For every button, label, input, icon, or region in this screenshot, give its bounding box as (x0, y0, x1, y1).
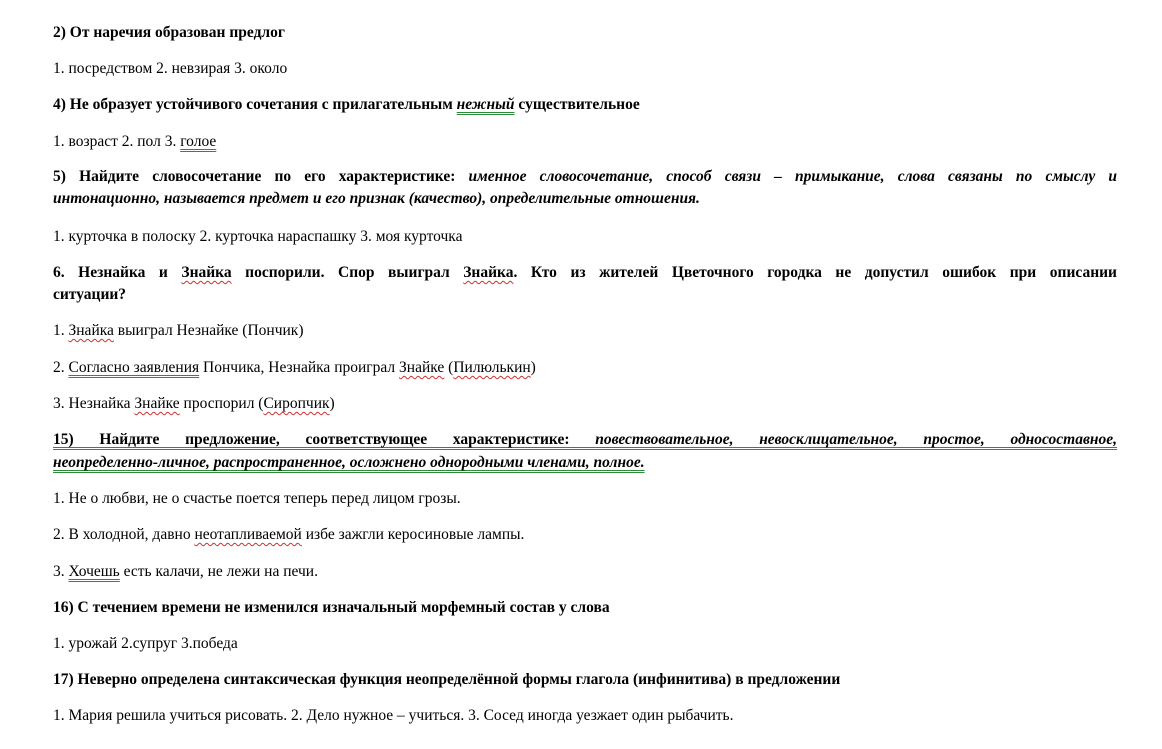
option-word: Хочешь (68, 563, 120, 580)
option-part: 3. Незнайка (53, 395, 135, 412)
question-4-title-part: существительное (514, 96, 640, 113)
question-5-options: 1. курточка в полоску 2. курточка нараспашку 3. моя курточка (53, 228, 463, 245)
option-word: Согласно заявления (68, 359, 200, 376)
option-part: ) (530, 359, 536, 376)
question-15-option-2 (53, 524, 524, 546)
question-6-title-line-1 (53, 262, 1117, 284)
option-word: неотапливаемой (194, 526, 302, 543)
question-4-title-part: 4) Не образует устойчивого сочетания с прилагательным (53, 96, 457, 113)
question-15-option-1: 1. Не о любви, не о счастье поется теперь перед лицом грозы. (53, 490, 461, 507)
question-6-word: Знайка (463, 264, 514, 281)
question-5-characteristic: именное словосочетание, способ связи – примыкание, слова связаны по смыслу и (468, 168, 1117, 185)
option-part: ( (444, 359, 454, 376)
option-word: Знайке (399, 359, 445, 376)
question-15-title-line-1 (53, 429, 1117, 451)
question-6-title-line-2: ситуации? (53, 286, 127, 303)
question-17-options: 1. Мария решила учиться рисовать. 2. Дело нужное – учиться. 3. Сосед иногда уезжает один рыбачить. (53, 707, 734, 724)
option-part: проспорил ( (179, 395, 264, 412)
option-part: есть калачи, не лежи на печи. (119, 563, 318, 580)
question-15-option-3 (53, 561, 318, 583)
question-5-title-line-2: интонационно, называется предмет и его признак (качество), определительные отношения. (53, 190, 700, 207)
question-16-options: 1. урожай 2.супруг 3.победа (53, 635, 238, 652)
question-4-options-part: 1. возраст 2. пол 3. (53, 133, 181, 150)
question-4-title (53, 94, 640, 116)
option-part: ) (329, 395, 335, 412)
question-6-word: Знайка (181, 264, 232, 281)
option-part: 2. (53, 359, 69, 376)
option-part: выиграл Незнайке (Пончик) (113, 322, 304, 339)
question-6-title-part: поспорили. Спор выиграл (231, 264, 464, 281)
option-word: Знайке (134, 395, 180, 412)
question-16-title: 16) С течением времени не изменился изначальный морфемный состав у слова (53, 599, 610, 616)
question-6-option-1 (53, 320, 304, 342)
question-4-keyword: нежный (456, 96, 515, 113)
question-6-title-part: 6. Незнайка и (53, 264, 182, 281)
question-4-options (53, 131, 216, 153)
question-4-option-word: голое (180, 133, 217, 150)
question-2-title: 2) От наречия образован предлог (53, 24, 285, 41)
option-part: избе зажгли керосиновые лампы. (301, 526, 525, 543)
option-part: 3. (53, 563, 69, 580)
question-5-title-part: 5) Найдите словосочетание по его характеристике: (53, 168, 469, 185)
question-17-title: 17) Неверно определена синтаксическая функция неопределённой формы глагола (инфинитива) в предложении (53, 671, 841, 688)
question-15-title-line-2: неопределенно-личное, распространенное, осложнено однородными членами, полное. (53, 454, 645, 471)
question-6-title-part: . Кто из жителей Цветочного городка не допустил ошибок при описании (513, 264, 1117, 281)
option-word: Сиропчик (263, 395, 330, 412)
question-15-title-part: 15) Найдите предложение, соответствующее характеристике: (53, 431, 596, 448)
question-6-option-3 (53, 393, 335, 415)
option-part: Пончика, Незнайка проиграл (199, 359, 400, 376)
question-6-option-2 (53, 357, 536, 379)
option-part: 2. В холодной, давно (53, 526, 195, 543)
option-part: 1. (53, 322, 69, 339)
option-word: Знайка (68, 322, 114, 339)
question-15-characteristic: повествовательное, невосклицательное, простое, односоставное, (595, 431, 1117, 448)
question-5-title-line-1 (53, 166, 1117, 188)
option-word: Пилюлькин (453, 359, 531, 376)
question-2-options: 1. посредством 2. невзирая 3. около (53, 60, 288, 77)
